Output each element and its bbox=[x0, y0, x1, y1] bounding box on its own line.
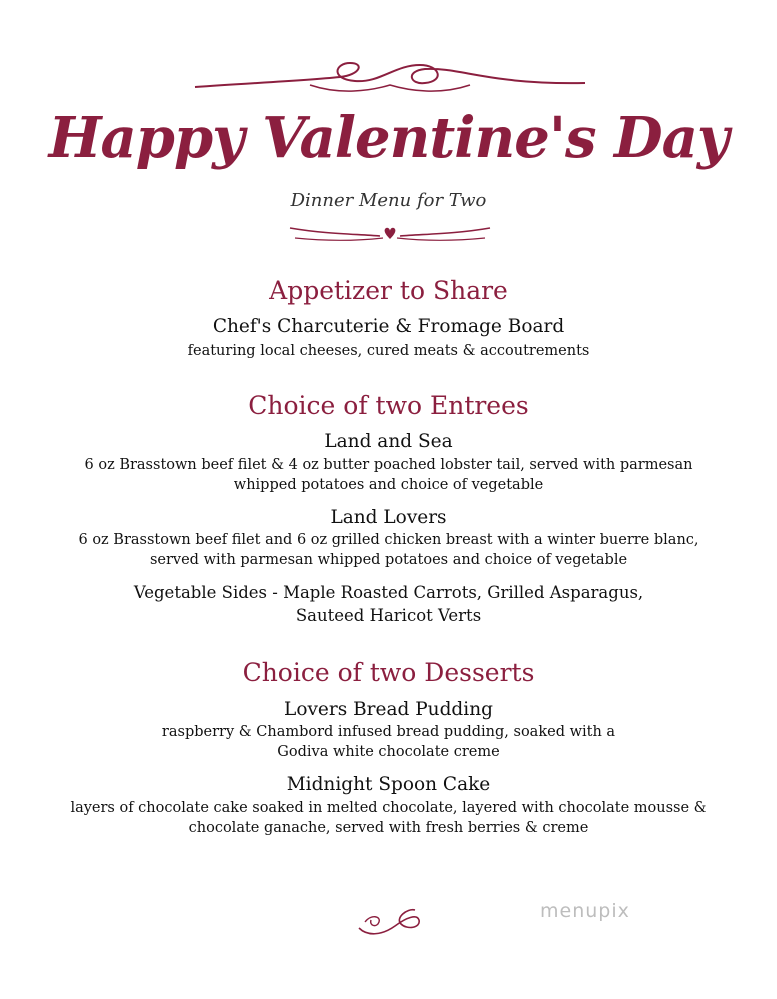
item-name: Midnight Spoon Cake bbox=[286, 774, 491, 795]
section-title-entrees: Choice of two Entrees bbox=[248, 391, 529, 420]
item-description-line: Godiva white chocolate creme bbox=[277, 744, 500, 760]
item-description-line: raspberry & Chambord infused bread pudding, soaked with a bbox=[161, 724, 616, 740]
item-description-line: 6 oz Brasstown beef filet and 6 oz grilled chicken breast with a winter buerre blanc, bbox=[78, 532, 699, 548]
item-description-line: served with parmesan whipped potatoes and choice of vegetable bbox=[149, 552, 628, 568]
sides-line: Vegetable Sides - Maple Roasted Carrots, Grilled Asparagus, bbox=[133, 583, 644, 602]
item-name: Land and Sea bbox=[324, 431, 453, 452]
flourish-heart-icon bbox=[285, 216, 495, 246]
item-name: Chef's Charcuterie & Fromage Board bbox=[212, 316, 565, 337]
flourish-bottom-icon bbox=[355, 900, 425, 942]
item-description-line: chocolate ganache, served with fresh berries & creme bbox=[188, 820, 589, 836]
item-description-line: layers of chocolate cake soaked in melted chocolate, layered with chocolate mousse & bbox=[70, 800, 707, 816]
watermark-text: menupix bbox=[540, 900, 630, 922]
sides-line: Sauteed Haricot Verts bbox=[295, 606, 482, 625]
section-title-desserts: Choice of two Desserts bbox=[242, 658, 535, 687]
item-description-line: 6 oz Brasstown beef filet & 4 oz butter poached lobster tail, served with parmesan bbox=[84, 457, 693, 473]
item-description: featuring local cheeses, cured meats & accoutrements bbox=[187, 343, 590, 359]
page-subtitle: Dinner Menu for Two bbox=[290, 190, 487, 211]
page-title: Happy Valentine's Day bbox=[48, 105, 729, 171]
item-name: Lovers Bread Pudding bbox=[284, 699, 493, 720]
section-title-appetizer: Appetizer to Share bbox=[269, 276, 508, 305]
item-name: Land Lovers bbox=[330, 507, 447, 528]
flourish-top-icon bbox=[190, 55, 590, 101]
item-description-line: whipped potatoes and choice of vegetable bbox=[233, 477, 544, 493]
